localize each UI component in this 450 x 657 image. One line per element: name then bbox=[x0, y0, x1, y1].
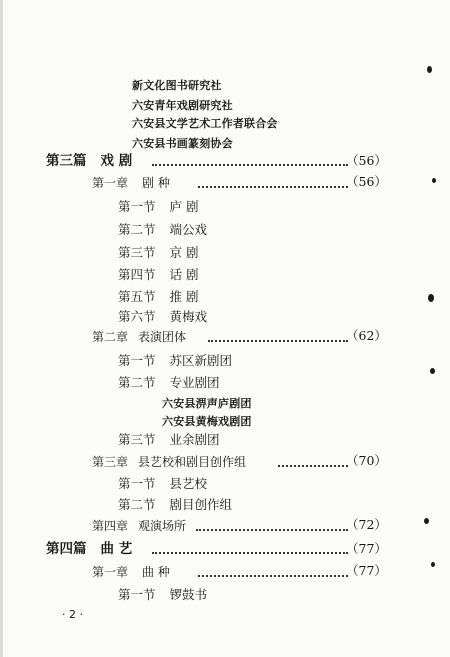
scan-speck bbox=[431, 562, 435, 567]
dot-leader bbox=[278, 465, 348, 467]
org-entry: 六安青年戏剧研究社 bbox=[132, 99, 233, 112]
org-entry: 六安县书画篆刻协会 bbox=[132, 137, 233, 150]
page-number: （72） bbox=[346, 517, 387, 532]
chapter-heading bbox=[92, 520, 186, 532]
dot-leader bbox=[152, 164, 348, 166]
chapter-heading bbox=[92, 566, 170, 578]
scan-speck bbox=[424, 518, 429, 524]
section-entry: 第五节 推 剧 bbox=[118, 289, 199, 304]
chapter-number: 第一章 bbox=[92, 565, 129, 579]
chapter-title: 曲 种 bbox=[142, 565, 170, 579]
chapter-heading bbox=[92, 177, 170, 189]
dot-leader bbox=[198, 575, 348, 577]
org-entry: 新文化图书研究社 bbox=[132, 79, 222, 92]
section-entry: 第三节 业余剧团 bbox=[118, 432, 220, 447]
page-number: （77） bbox=[346, 563, 387, 578]
page-number: （77） bbox=[346, 541, 387, 556]
page-number: （56） bbox=[346, 153, 387, 168]
section-entry: 第四节 话 剧 bbox=[118, 267, 199, 282]
part-number: 第三篇 bbox=[46, 153, 87, 169]
chapter-heading bbox=[92, 331, 186, 343]
chapter-title: 剧 种 bbox=[142, 176, 170, 190]
org-entry: 六安县文学艺术工作者联合会 bbox=[132, 117, 278, 130]
dot-leader bbox=[198, 186, 348, 188]
section-entry: 第一节 庐 剧 bbox=[118, 199, 199, 214]
section-entry: 第一节 县艺校 bbox=[118, 476, 208, 491]
part-title: 曲 艺 bbox=[100, 541, 133, 557]
page-folio: · 2 · bbox=[62, 608, 83, 621]
dot-leader bbox=[196, 529, 348, 531]
chapter-title: 观演场所 bbox=[138, 519, 187, 533]
part-heading bbox=[46, 155, 132, 169]
section-entry: 第二节 端公戏 bbox=[118, 222, 208, 237]
page-number: （70） bbox=[346, 453, 387, 468]
part-title: 戏 剧 bbox=[100, 153, 133, 169]
part-heading bbox=[46, 543, 132, 557]
chapter-title: 县艺校和剧目创作组 bbox=[138, 455, 247, 469]
section-entry: 第一节 锣鼓书 bbox=[118, 587, 208, 602]
chapter-number: 第三章 bbox=[92, 455, 129, 469]
section-entry: 第二节 剧目创作组 bbox=[118, 497, 233, 512]
chapter-number: 第四章 bbox=[92, 519, 129, 533]
scan-speck bbox=[430, 368, 435, 374]
scan-speck bbox=[432, 178, 436, 183]
section-entry: 第二节 专业剧团 bbox=[118, 375, 220, 390]
page-number: （62） bbox=[346, 328, 387, 343]
dot-leader bbox=[152, 552, 348, 554]
chapter-heading bbox=[92, 456, 246, 468]
chapter-number: 第一章 bbox=[92, 176, 129, 190]
part-number: 第四篇 bbox=[46, 541, 87, 557]
chapter-title: 表演团体 bbox=[138, 330, 187, 344]
section-entry: 第三节 京 剧 bbox=[118, 245, 199, 260]
section-entry: 第一节 苏区新剧团 bbox=[118, 353, 233, 368]
subsection-entry: 六安县淠声庐剧团 bbox=[162, 397, 252, 410]
scan-speck bbox=[428, 294, 434, 302]
page-edge bbox=[0, 0, 3, 657]
scan-speck bbox=[427, 66, 432, 73]
section-entry: 第六节 黄梅戏 bbox=[118, 309, 208, 324]
chapter-number: 第二章 bbox=[92, 330, 129, 344]
dot-leader bbox=[208, 340, 348, 342]
subsection-entry: 六安县黄梅戏剧团 bbox=[162, 415, 252, 428]
page-number: （56） bbox=[346, 174, 387, 189]
